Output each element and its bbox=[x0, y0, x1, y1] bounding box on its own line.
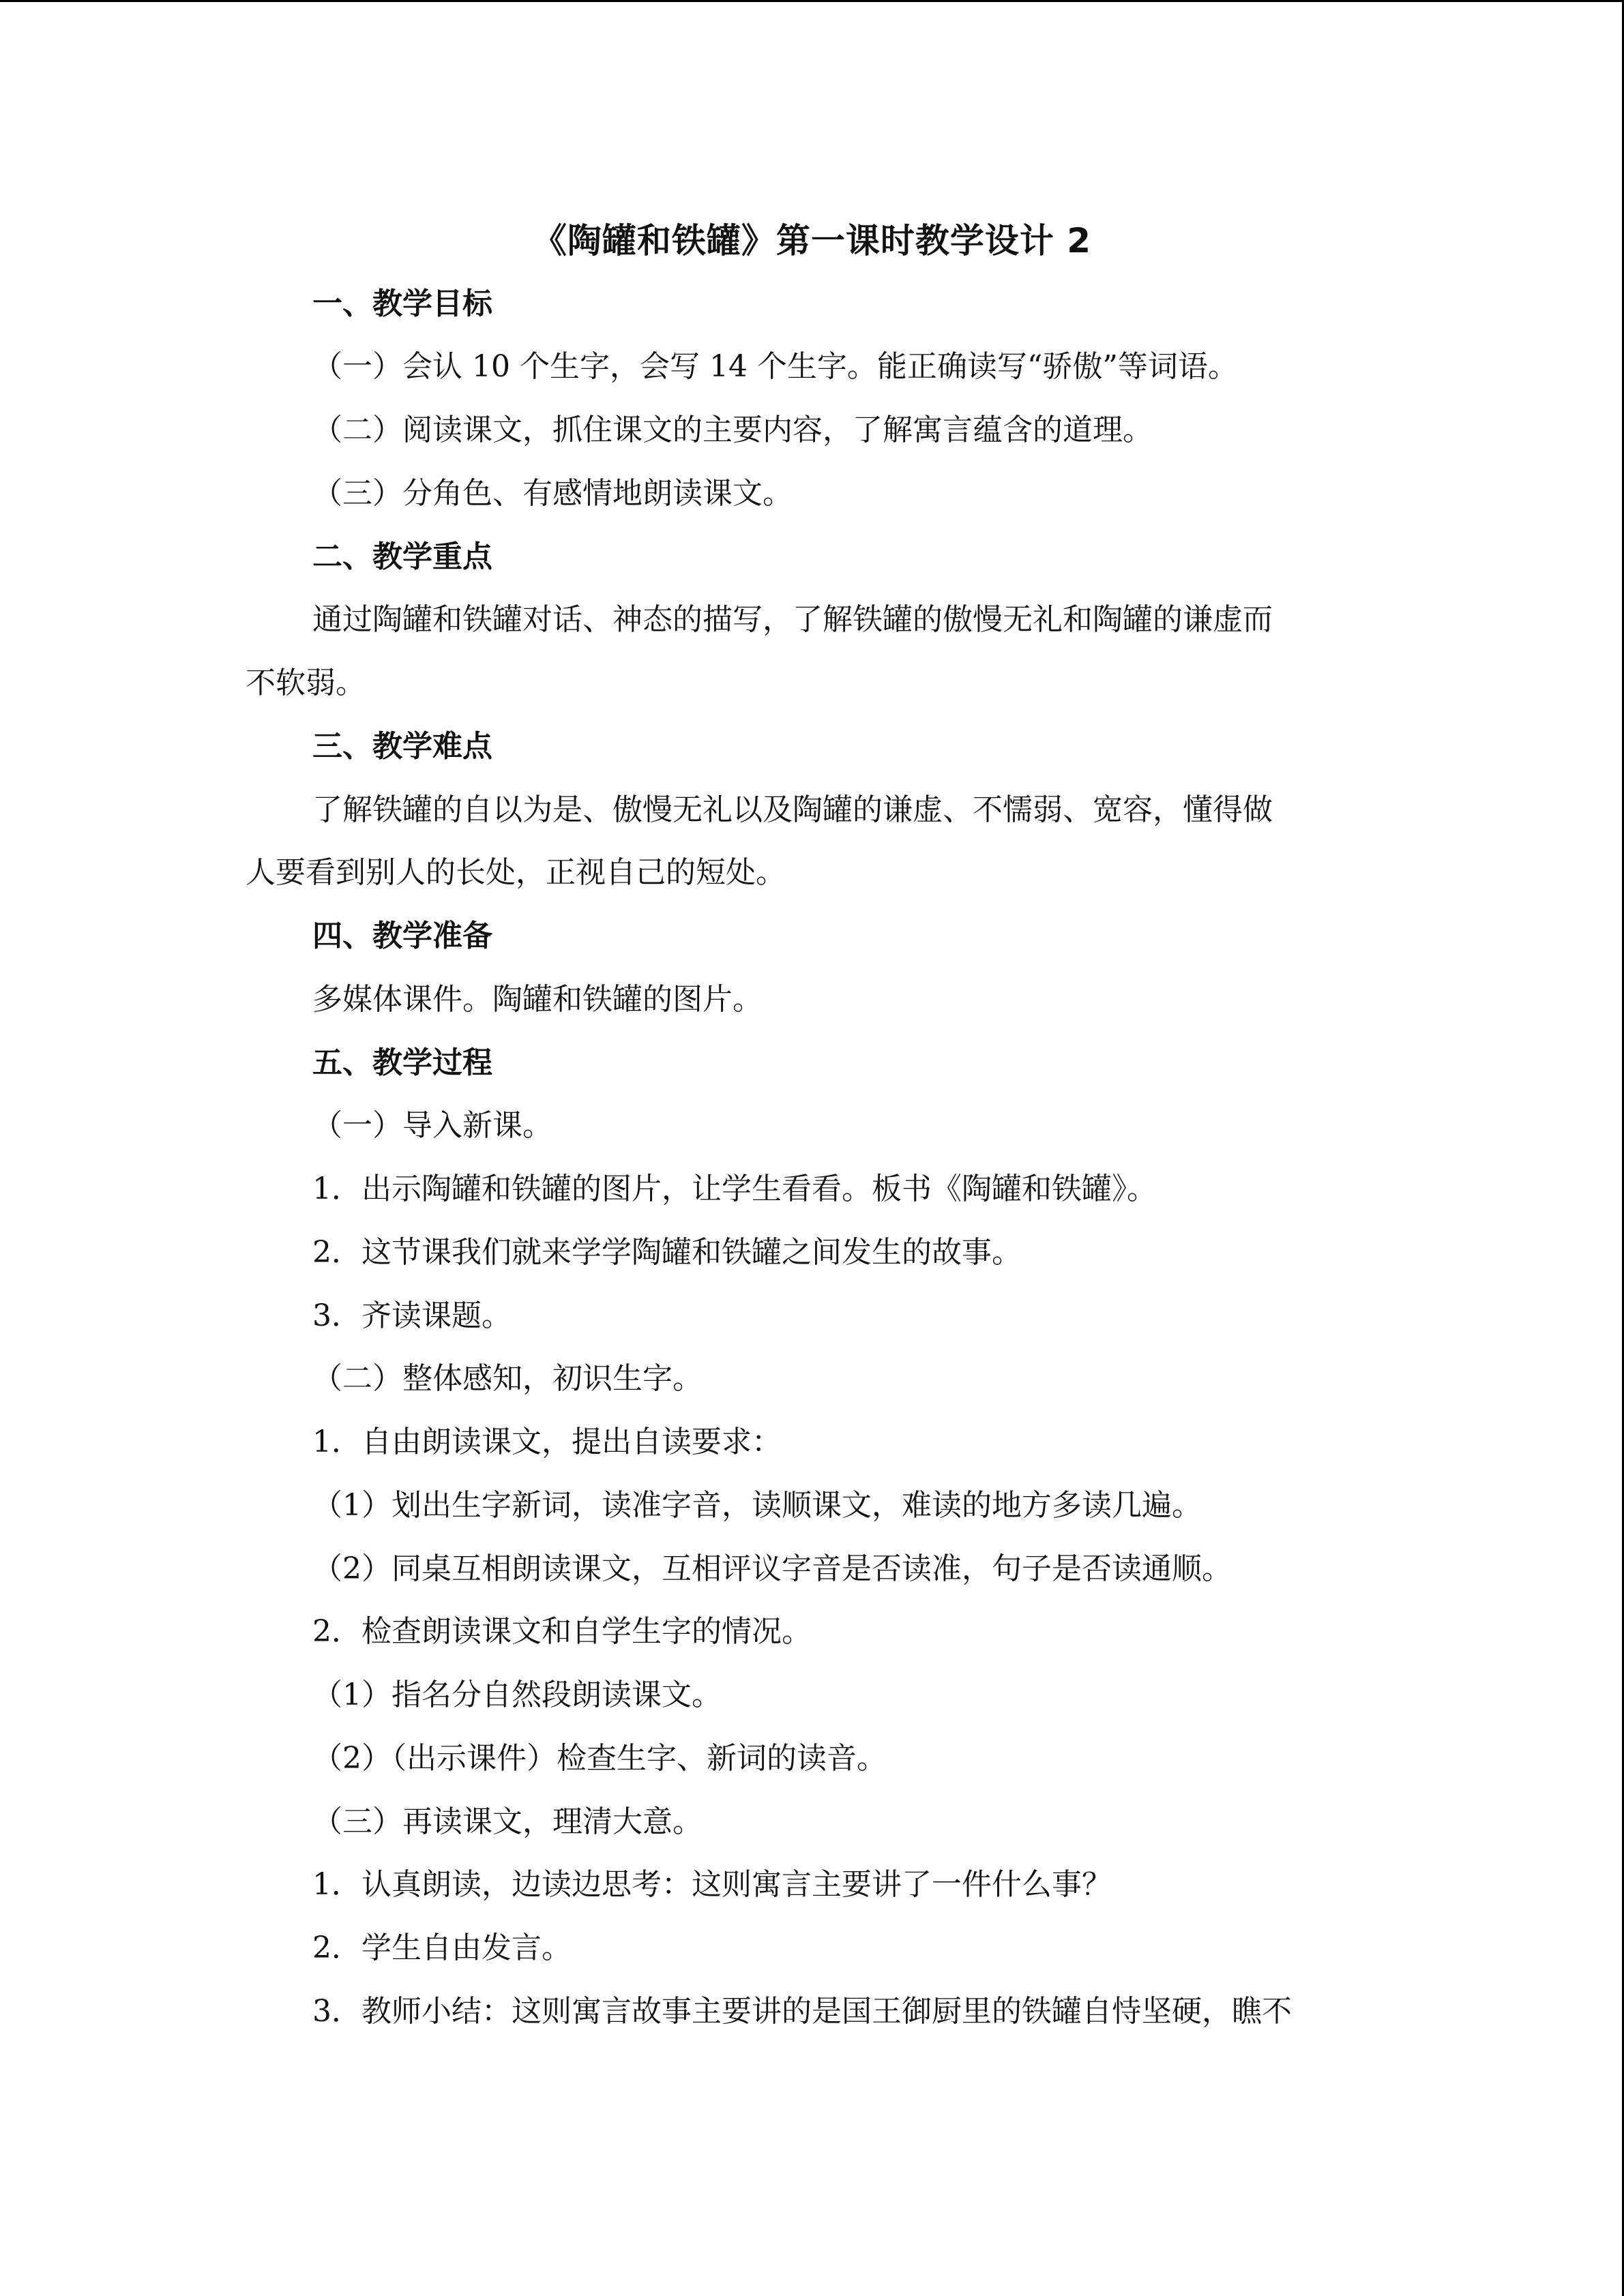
document-title: 《陶罐和铁罐》第一课时教学设计 2 bbox=[532, 221, 1092, 260]
paragraph-line: 多媒体课件。陶罐和铁罐的图片。 bbox=[312, 982, 763, 1017]
paragraph-line: 通过陶罐和铁罐对话、神态的描写，了解铁罐的傲慢无礼和陶罐的谦虚而 bbox=[312, 602, 1273, 637]
paragraph-line: 人要看到别人的长处，正视自己的短处。 bbox=[246, 855, 786, 890]
section-heading-difficulties: 三、教学难点 bbox=[312, 729, 492, 764]
paragraph-line: （一）导入新课。 bbox=[312, 1108, 552, 1143]
paragraph-line: 2．学生自由发言。 bbox=[312, 1930, 572, 1965]
paragraph-line: 1．自由朗读课文，提出自读要求： bbox=[312, 1425, 782, 1459]
section-heading-preparation: 四、教学准备 bbox=[312, 919, 492, 953]
paragraph-line: （三）分角色、有感情地朗读课文。 bbox=[312, 476, 793, 511]
paragraph-line: 3．齐读课题。 bbox=[312, 1298, 512, 1333]
paragraph-line: 了解铁罐的自以为是、傲慢无礼以及陶罐的谦虚、不懦弱、宽容，懂得做 bbox=[312, 792, 1273, 827]
section-heading-key-points: 二、教学重点 bbox=[312, 539, 492, 574]
paragraph-line: （三）再读课文，理清大意。 bbox=[312, 1804, 703, 1839]
page-top-border bbox=[0, 0, 1624, 2]
paragraph-line: （1）划出生字新词，读准字音，读顺课文，难读的地方多读几遍。 bbox=[312, 1488, 1202, 1523]
section-heading-process: 五、教学过程 bbox=[312, 1045, 492, 1080]
paragraph-line: 2．这节课我们就来学学陶罐和铁罐之间发生的故事。 bbox=[312, 1235, 1022, 1270]
paragraph-line: （1）指名分自然段朗读课文。 bbox=[312, 1678, 722, 1712]
paragraph-line: （2）（出示课件）检查生字、新词的读音。 bbox=[312, 1741, 887, 1776]
paragraph-line: 3．教师小结：这则寓言故事主要讲的是国王御厨里的铁罐自恃坚硬，瞧不 bbox=[312, 1994, 1292, 2029]
paragraph-line: （一）会认 10 个生字，会写 14 个生字。能正确读写“骄傲”等词语。 bbox=[312, 349, 1238, 384]
paragraph-line: 2．检查朗读课文和自学生字的情况。 bbox=[312, 1614, 812, 1649]
paragraph-line: 不软弱。 bbox=[246, 666, 366, 700]
paragraph-line: （2）同桌互相朗读课文，互相评议字音是否读准，句子是否读通顺。 bbox=[312, 1551, 1232, 1586]
paragraph-line: 1．认真朗读，边读边思考：这则寓言主要讲了一件什么事？ bbox=[312, 1867, 1112, 1902]
section-heading-objectives: 一、教学目标 bbox=[312, 286, 492, 321]
paragraph-line: （二）整体感知，初识生字。 bbox=[312, 1361, 703, 1396]
paragraph-line: 1．出示陶罐和铁罐的图片，让学生看看。板书《陶罐和铁罐》。 bbox=[312, 1172, 1157, 1206]
paragraph-line: （二）阅读课文，抓住课文的主要内容，了解寓言蕴含的道理。 bbox=[312, 413, 1153, 447]
